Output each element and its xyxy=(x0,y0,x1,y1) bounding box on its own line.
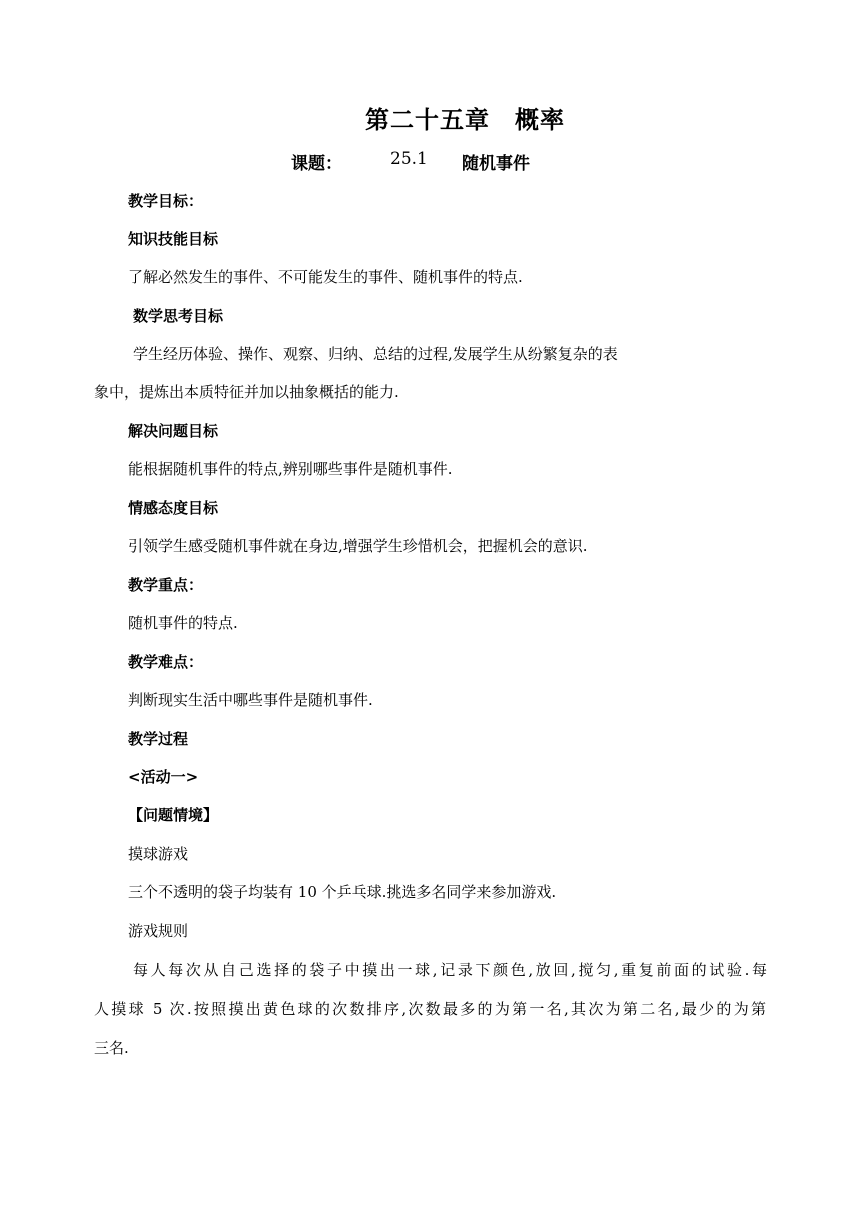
thinking-heading: 数学思考目标 xyxy=(133,307,224,325)
objectives-heading: 教学目标： xyxy=(128,192,204,210)
activity-heading: <活动一> xyxy=(128,768,199,786)
key-point-text: 随机事件的特点. xyxy=(128,614,238,632)
rules-text-line-2: 人摸球 5 次.按照摸出黄色球的次数排序,次数最多的为第一名,其次为第二名,最少的为第 xyxy=(94,1000,766,1018)
process-heading: 教学过程 xyxy=(128,730,189,748)
rules-text-line-1: 每人每次从自己选择的袋子中摸出一球,记录下颜色,放回,搅匀,重复前面的试验.每 xyxy=(133,961,767,979)
situation-heading: 【问题情境】 xyxy=(128,806,219,824)
knowledge-text: 了解必然发生的事件、不可能发生的事件、随机事件的特点. xyxy=(128,268,523,286)
rules-text-line-3: 三名. xyxy=(94,1039,129,1057)
lesson-number: 25.1 xyxy=(390,149,428,169)
emotion-heading: 情感态度目标 xyxy=(128,499,219,517)
problem-heading: 解决问题目标 xyxy=(128,422,219,440)
game-setup-text: 三个不透明的袋子均装有 10 个乒乓球.挑选多名同学来参加游戏. xyxy=(128,883,557,901)
thinking-text-line-2: 象中，提炼出本质特征并加以抽象概括的能力. xyxy=(94,383,399,401)
knowledge-heading: 知识技能目标 xyxy=(128,230,219,248)
thinking-text-line-1: 学生经历体验、操作、观察、归纳、总结的过程,发展学生从纷繁复杂的表 xyxy=(133,345,618,363)
difficulty-text: 判断现实生活中哪些事件是随机事件. xyxy=(128,691,373,709)
emotion-text: 引领学生感受随机事件就在身边,增强学生珍惜机会，把握机会的意识. xyxy=(128,537,588,555)
game-name: 摸球游戏 xyxy=(128,845,189,863)
difficulty-heading: 教学难点： xyxy=(128,653,204,671)
lesson-label: 课题： xyxy=(291,154,342,174)
lesson-name: 随机事件 xyxy=(462,154,530,174)
problem-text: 能根据随机事件的特点,辨别哪些事件是随机事件. xyxy=(128,460,453,478)
key-point-heading: 教学重点： xyxy=(128,576,204,594)
rules-heading: 游戏规则 xyxy=(128,922,189,940)
chapter-title: 第二十五章 概率 xyxy=(365,106,565,134)
